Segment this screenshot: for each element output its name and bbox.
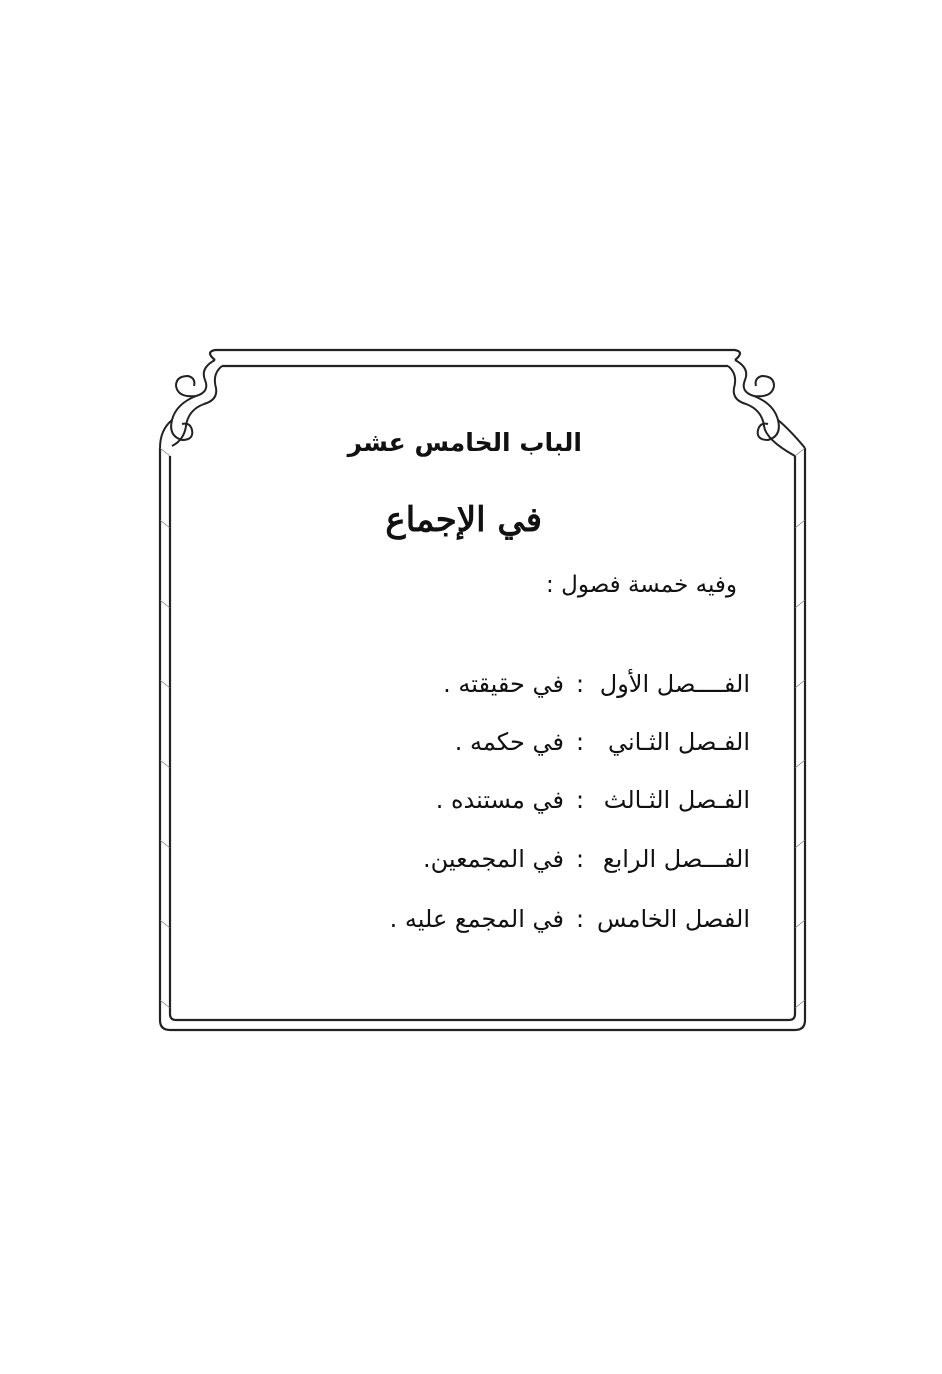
chapter-subtitle: في الإجماع [385, 500, 542, 540]
section-row-3 [436, 786, 750, 822]
chapter-intro: وفيه خمسة فصول : [546, 572, 737, 598]
section-topic: في المجمعين. [422, 845, 564, 873]
section-label: الفصل الخامس [597, 905, 750, 933]
section-separator: : [575, 786, 585, 814]
section-separator: : [575, 670, 585, 698]
section-separator: : [575, 728, 585, 756]
chapter-title: الباب الخامس عشر [347, 428, 582, 457]
section-row-4 [423, 845, 750, 881]
section-label: الفـصل الثـالث [603, 786, 750, 814]
section-topic: في مستنده . [435, 786, 564, 814]
section-label: الفـصل الثـاني [607, 728, 750, 756]
section-label: الفـــصل الرابع [602, 845, 750, 873]
section-separator: : [575, 905, 585, 933]
section-topic: في حقيقته . [443, 670, 564, 698]
section-label: الفــــصل الأول [599, 670, 750, 698]
section-row-2 [455, 728, 750, 764]
section-separator: : [575, 845, 585, 873]
section-topic: في حكمه . [454, 728, 564, 756]
section-row-5 [390, 905, 750, 941]
section-topic: في المجمع عليه . [389, 905, 564, 933]
section-row-1 [443, 670, 750, 706]
